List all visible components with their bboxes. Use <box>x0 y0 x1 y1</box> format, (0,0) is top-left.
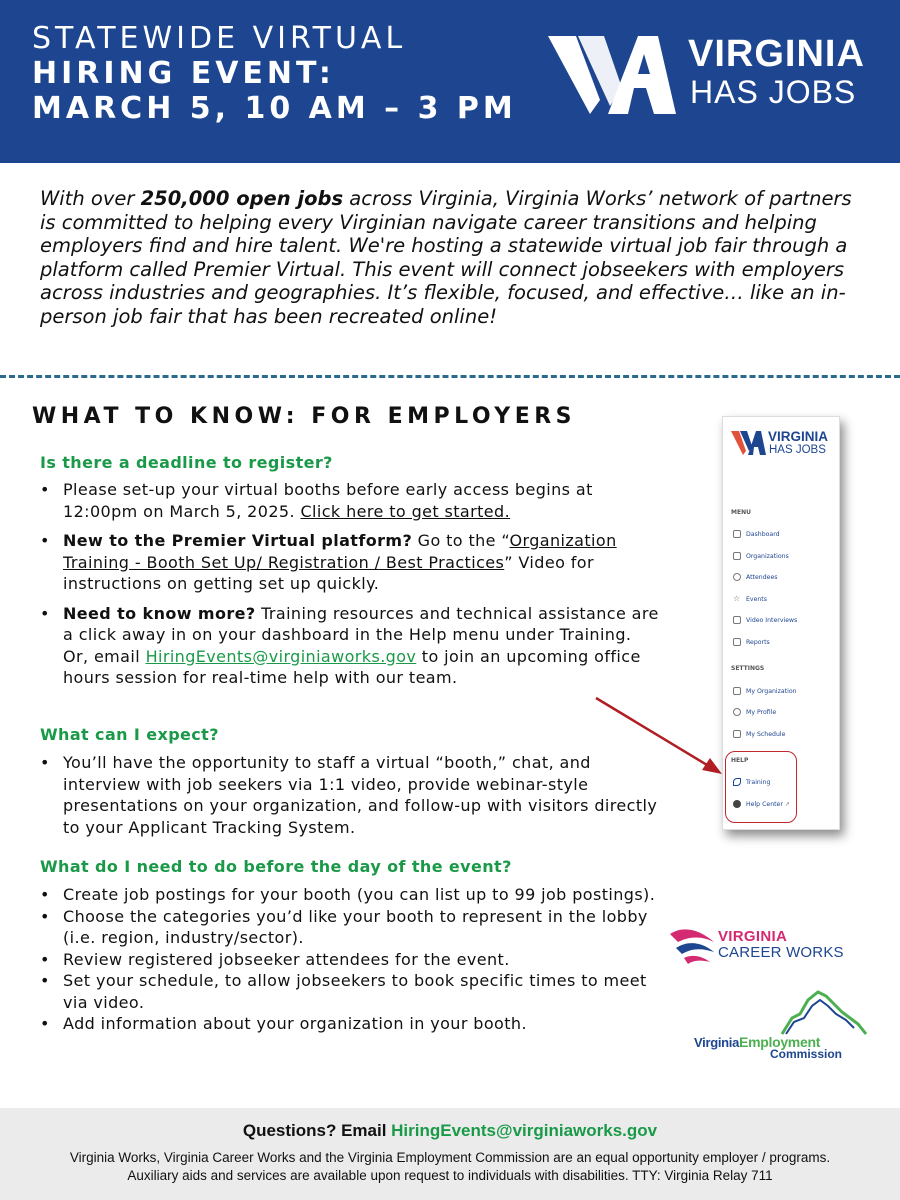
sidebar-item-video-interviews[interactable] <box>733 616 797 624</box>
know-more-bold: Need to know more? <box>63 603 256 623</box>
star-icon: ☆ <box>733 594 741 603</box>
logo-text-virginia: VIRGINIA <box>688 33 865 75</box>
building-icon <box>733 552 741 560</box>
leaf-icon <box>733 778 741 786</box>
users-icon <box>733 573 741 581</box>
list-item <box>40 603 660 689</box>
sidebar-item-my-profile[interactable] <box>733 708 776 716</box>
vec-word-employment: Employment <box>739 1034 821 1050</box>
list-item: • Set your schedule, to allow jobseekers to book specific times to meet via video. <box>40 970 660 1013</box>
get-started-link[interactable]: Click here to get started. <box>300 501 511 521</box>
deadline-text: Please set-up your virtual booths before early access begins at 12:00pm on March 5, 2025. <box>63 480 593 521</box>
mini-logo <box>731 429 835 461</box>
external-link-icon: ↗ <box>784 801 790 808</box>
arrow-icon <box>590 690 730 780</box>
mini-logo-line2: HAS JOBS <box>769 444 826 456</box>
sidebar-item-reports[interactable] <box>733 638 770 646</box>
training-video-link[interactable]: Organization Training - Booth Set Up/ Registration / Best Practices <box>63 531 617 572</box>
swoosh-icon <box>668 918 718 968</box>
intro-paragraph <box>40 187 870 328</box>
settings-label: SETTINGS <box>731 665 765 672</box>
intro-bold: 250,000 open jobs <box>140 187 344 210</box>
sidebar-item-label: Organizations <box>746 553 789 560</box>
sidebar-item-label: Reports <box>746 639 770 646</box>
video-icon <box>733 616 741 624</box>
sidebar-item-events[interactable] <box>733 595 767 603</box>
document-icon <box>733 638 741 646</box>
know-more-post: to join an upcoming office hours session for real-time help with our team. <box>63 646 641 687</box>
sidebar-item-organizations[interactable] <box>733 552 789 560</box>
footer-line-1: Virginia Works, Virginia Career Works and the Virginia Employment Commission are an equal opportunity employer / programs. <box>69 1150 831 1165</box>
list-item <box>40 479 660 522</box>
know-more-pre: Training resources and technical assistance are a click away in on your dashboard in the Help menu under Training. Or, email <box>63 603 659 666</box>
list-item: • Review registered jobseeker attendees for the event. <box>40 949 660 971</box>
footer-email-link[interactable]: HiringEvents@virginiaworks.gov <box>391 1121 658 1140</box>
title-line-1: STATEWIDE VIRTUAL <box>32 21 407 56</box>
list-item: • You’ll have the opportunity to staff a virtual “booth,” chat, and interview with job seekers via 1:1 video, provide webinar-style presentations on your organization, and follow-up with visitors directly to your Applicant Tracking System. <box>40 752 660 838</box>
vcw-line1: VIRGINIA <box>718 928 788 945</box>
list-item: • Create job postings for your booth (you can list up to 99 job postings). <box>40 884 660 906</box>
building-icon <box>733 687 741 695</box>
footer-line-2: Auxiliary aids and services are available upon request to individuals with disabilities. TTY: Virginia Relay 711 <box>127 1168 773 1183</box>
mini-logo-line1: VIRGINIA <box>768 429 829 444</box>
section-title: WHAT TO KNOW: FOR EMPLOYERS <box>32 404 577 429</box>
virginia-employment-commission-logo <box>694 988 869 1063</box>
sidebar-item-training[interactable] <box>733 778 770 786</box>
sidebar-item-label: Attendees <box>746 574 778 581</box>
training-post: ” Video for instructions on getting set up quickly. <box>63 552 594 593</box>
va-mark-icon <box>548 30 688 120</box>
training-pre: Go to the “ <box>412 531 510 550</box>
expect-list <box>40 752 660 838</box>
section-divider <box>0 375 900 378</box>
platform-sidebar-screenshot <box>722 416 840 830</box>
new-platform-bold: New to the Premier Virtual platform? <box>63 531 413 550</box>
email-link[interactable]: HiringEvents@virginiaworks.gov <box>145 646 417 666</box>
virginia-has-jobs-logo <box>548 30 878 120</box>
deadline-list <box>40 479 660 697</box>
question-deadline: Is there a deadline to register? <box>40 453 333 472</box>
sidebar-item-label: My Profile <box>746 709 777 716</box>
sidebar-item-my-organization[interactable] <box>733 687 797 695</box>
list-item <box>40 530 660 595</box>
sidebar-item-label: My Organization <box>746 688 797 695</box>
sidebar-item-help-center[interactable] <box>733 800 790 808</box>
sidebar-item-label: Events <box>746 596 767 603</box>
sidebar-item-label: Dashboard <box>746 531 780 538</box>
menu-label: MENU <box>731 509 751 516</box>
help-label: HELP <box>731 757 749 764</box>
header-banner <box>0 0 900 163</box>
event-title <box>32 22 517 126</box>
sidebar-item-label: Video Interviews <box>746 617 798 624</box>
sidebar-item-label: My Schedule <box>746 731 786 738</box>
sidebar-item-my-schedule[interactable] <box>733 730 785 738</box>
sidebar-item-label: Training <box>746 779 771 786</box>
vec-word-commission: Commission <box>770 1047 843 1061</box>
logo-text-has-jobs: HAS JOBS <box>690 74 857 110</box>
intro-post: across Virginia, Virginia Works’ network of partners is committed to helping every Virginian navigate career transitions and helping employers find and hire talent. We're hosting a statewide virtual job fair through a platform called Premier Virtual. This event will connect jobseekers with employers across industries and geographies. It’s flexible, focused, and effective… like an in-person job fair that has been recreated online! <box>40 187 852 328</box>
question-expect: What can I expect? <box>40 725 219 744</box>
virginia-outline-icon <box>694 988 869 1038</box>
title-line-3: MARCH 5, 10 AM – 3 PM <box>32 91 517 126</box>
gear-icon <box>733 708 741 716</box>
sidebar-item-attendees[interactable] <box>733 573 777 581</box>
footer <box>0 1108 900 1200</box>
help-icon <box>733 800 741 808</box>
title-line-2: HIRING EVENT: <box>32 56 335 91</box>
vec-word-virginia: Virginia <box>694 1035 740 1050</box>
question-before-event: What do I need to do before the day of the event? <box>40 857 512 876</box>
list-item: • Add information about your organization in your booth. <box>40 1013 660 1035</box>
intro-pre: With over <box>40 187 141 210</box>
list-item: • Choose the categories you’d like your booth to represent in the lobby (i.e. region, industry/sector). <box>40 906 660 949</box>
sidebar-item-dashboard[interactable] <box>733 530 780 538</box>
dashboard-icon <box>733 530 741 538</box>
before-event-list <box>40 884 660 1035</box>
vcw-line2: CAREER WORKS <box>718 944 844 961</box>
footer-disclaimer <box>0 1149 900 1185</box>
virginia-career-works-logo <box>668 918 858 968</box>
sidebar-item-label: Help Center <box>746 801 783 808</box>
va-mark-icon <box>731 429 767 457</box>
footer-question <box>0 1121 900 1141</box>
footer-question-pre: Questions? Email <box>242 1121 392 1140</box>
calendar-icon <box>733 730 741 738</box>
